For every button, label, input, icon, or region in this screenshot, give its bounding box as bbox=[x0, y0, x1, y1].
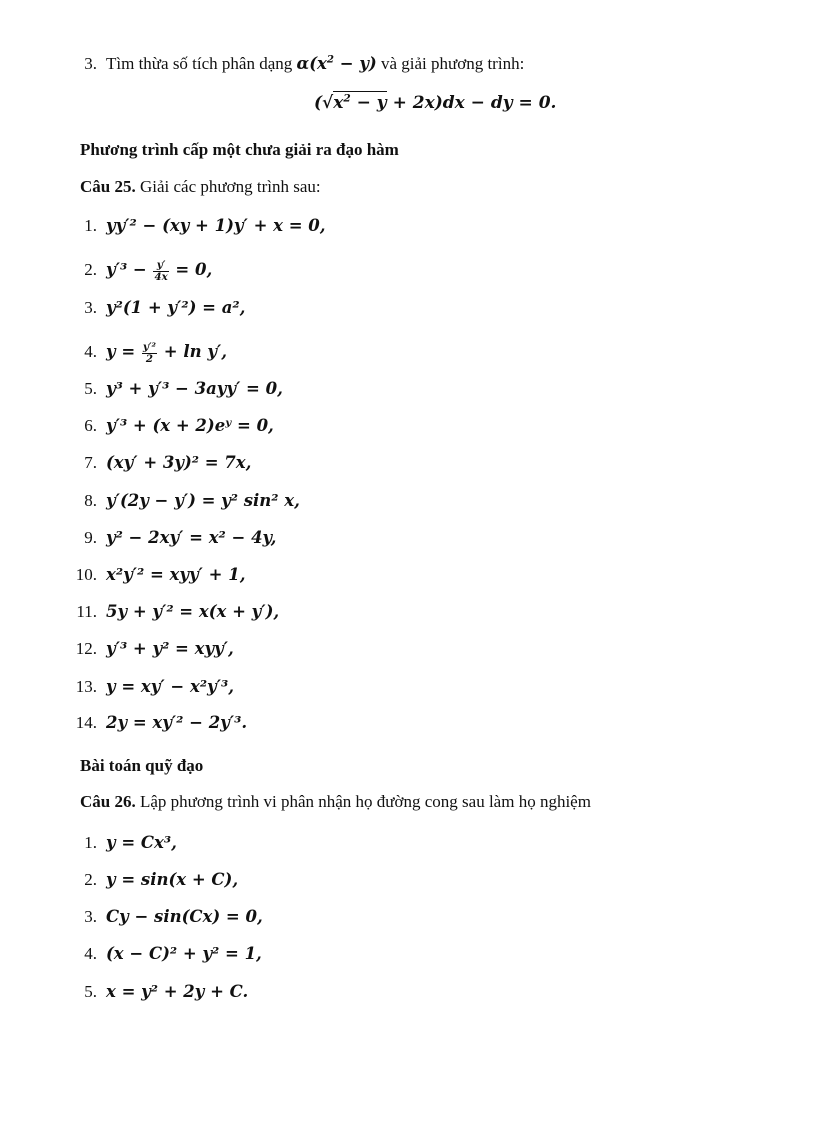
fraction: $\frac{\text{y′²}}{2}$ bbox=[142, 341, 157, 365]
question-text: Giải các phương trình sau: bbox=[139, 177, 321, 196]
section-heading-trajectory: Bài toán quỹ đạo bbox=[80, 756, 204, 775]
item3-text-after: và giải phương trình: bbox=[380, 54, 525, 73]
question-label: Câu 25. bbox=[80, 177, 136, 196]
q25-item-14: 14. 2y = xy′² − 2y′³. bbox=[75, 713, 248, 732]
item3-display-equation: $(√x^2 - y + 2x)dx$ − dy = 0. bbox=[314, 92, 557, 113]
question-26 bbox=[80, 793, 591, 810]
q26-item-1: 1. y = Cx³, bbox=[84, 833, 177, 852]
q26-item-2: 2. y = sin(x + C), bbox=[84, 870, 239, 889]
q26-item-5: 5. x = y² + 2y + C. bbox=[84, 982, 249, 1001]
q25-item-3: 3. y²(1 + y′²) = a², bbox=[84, 298, 246, 317]
q25-item-6: 6. y′³ + (x + 2)eʸ = 0, bbox=[84, 416, 274, 435]
integrating-factor-form: $\alpha(x^2 - y)$ bbox=[296, 53, 377, 73]
q25-item-8: 8. y′(2y − y′) = y² sin² x, bbox=[84, 491, 300, 510]
item3-text-before: Tìm thừa số tích phân dạng bbox=[106, 54, 293, 73]
question-text: Lập phương trình vi phân nhận họ đường cong sau làm họ nghiệm bbox=[139, 792, 591, 811]
question-label: Câu 26. bbox=[80, 792, 136, 811]
q25-item-9: 9. y² − 2xy′ = x² − 4y, bbox=[84, 528, 277, 547]
q25-item-13: 13. y = xy′ − x²y′³, bbox=[75, 677, 234, 696]
q25-item-12: 12. y′³ + y² = xyy′, bbox=[75, 639, 234, 658]
q25-item-10: 10. x²y′² = xyy′ + 1, bbox=[75, 565, 246, 584]
section-heading-first-order: Phương trình cấp một chưa giải ra đạo hàm bbox=[80, 140, 399, 159]
q26-item-4: 4. (x − C)² + y² = 1, bbox=[84, 944, 262, 963]
square-root-radicand: $x^2 - y$ bbox=[333, 92, 387, 113]
question-25 bbox=[80, 178, 321, 195]
q25-item-4: 4. y = $\frac{\text{y′²}}{2}$ + ln y′, bbox=[84, 341, 228, 365]
q25-item-2: 2. y′³ − $\frac{y'}{4x}$ = 0, bbox=[84, 259, 213, 283]
q25-item-5: 5. y³ + y′³ − 3ayy′ = 0, bbox=[84, 379, 283, 398]
q25-item-1: 1. yy′² − (xy + 1)y′ + x = 0, bbox=[84, 216, 326, 235]
q25-item-11: 11. 5y + y′² = x(x + y′), bbox=[76, 602, 280, 621]
q26-item-3: 3. Cy − sin(Cx) = 0, bbox=[84, 907, 263, 926]
q25-item-7: 7. (xy′ + 3y)² = 7x, bbox=[84, 453, 252, 472]
item-number: 3. bbox=[84, 54, 97, 73]
fraction: $\frac{y'}{4x}$ bbox=[154, 259, 168, 283]
item3-intro-line bbox=[69, 55, 524, 73]
